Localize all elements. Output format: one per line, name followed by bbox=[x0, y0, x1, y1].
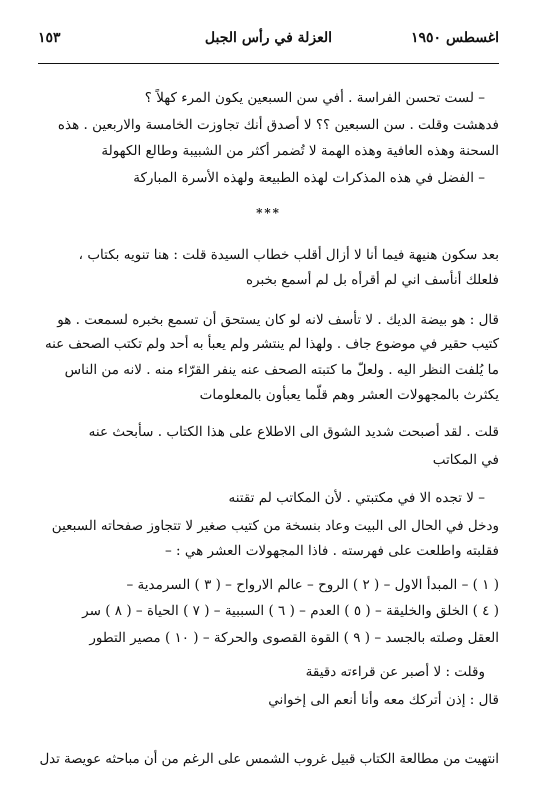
text-line: ودخل في الحال الى البيت وعاد بنسخة من كتيب صغير لا تتجاوز صفحاته السبعين bbox=[51, 518, 499, 534]
text-line: – الفضل في هذه المذكرات لهذه الطبيعة ولهذه الأسرة المباركة bbox=[133, 170, 485, 186]
text-line: – لا تجده الا في مكتبتي . لأن المكاتب لم تقتنه bbox=[228, 490, 485, 506]
text-line: في المكاتب bbox=[432, 452, 499, 468]
text-line: العقل وصلته بالجسد – ( ٩ ) القوة القصوى والحركة – ( ١٠ ) مصير التطور bbox=[89, 630, 499, 646]
header-rule bbox=[38, 63, 499, 64]
page-number: ١٥٣ bbox=[38, 30, 61, 46]
text-line: فقلبته واطلعت على فهرسته . فاذا المجهولات العشر هي : – bbox=[165, 543, 499, 559]
text-line: – لست تحسن الفراسة . أفي سن السبعين يكون المرء كهلاً ؟ bbox=[144, 90, 485, 106]
section-separator: *** bbox=[256, 206, 281, 220]
header-date: اغسطس ١٩٥٠ bbox=[411, 30, 499, 46]
text-line: قال : هو بيضة الديك . لا تأسف لانه لو كان يستحق أن تسمع بخبره لسمعت . هو bbox=[57, 312, 499, 328]
text-line: يكثرث بالمجهولات العشر وهم قلّما يعبأون بالمعلومات bbox=[199, 387, 499, 403]
text-line: قلت . لقد أصبحت شديد الشوق الى الاطلاع على هذا الكتاب . سأبحث عنه bbox=[88, 424, 499, 440]
running-header bbox=[38, 30, 499, 54]
header-title: العزلة في رأس الجبل bbox=[204, 30, 333, 46]
text-line: فدهشت وقلت . سن السبعين ؟؟ لا أصدق أنك تجاوزت الخامسة والاربعين . هذه bbox=[57, 117, 499, 133]
text-line: كتيب حقير في موضوع جاف . ولهذا لم ينتشر ولم يعبأ به أحد ولم تكتب الصحف عنه bbox=[45, 337, 499, 352]
text-line: وقلت : لا أصبر عن قراءته دقيقة bbox=[305, 664, 485, 680]
text-line: السحنة وهذه العافية وهذه الهمة لا تُضمر أكثر من الشبيبة وطالع الكهولة bbox=[101, 143, 499, 159]
text-line: فلعلك أنأسف اني لم أقرأه بل لم أسمع بخبره bbox=[245, 272, 499, 288]
text-line: ما يُلفت النظر اليه . ولعلّ ما كتبته الصحف عنه ينفر القرّاء منه . لانه من الناس bbox=[64, 362, 499, 378]
text-line: بعد سكون هنيهة فيما أنا لا أزال أقلب خطاب السيدة قلت : هنا تنويه بكتاب ، bbox=[78, 247, 499, 263]
text-line: ( ١ ) – المبدأ الاول – ( ٢ ) الروح – عالم الارواح – ( ٣ ) السرمدية – bbox=[126, 577, 499, 593]
text-line: انتهيت من مطالعة الكتاب قبيل غروب الشمس على الرغم من أن مباحثه عويصة تدل bbox=[39, 752, 499, 767]
text-line: قال : إذن أتركك معه وأنا أنعم الى إخواني bbox=[268, 692, 499, 708]
text-line: ( ٤ ) الخلق والخليقة – ( ٥ ) العدم – ( ٦ ) السببية – ( ٧ ) الحياة – ( ٨ ) سر bbox=[82, 603, 499, 619]
